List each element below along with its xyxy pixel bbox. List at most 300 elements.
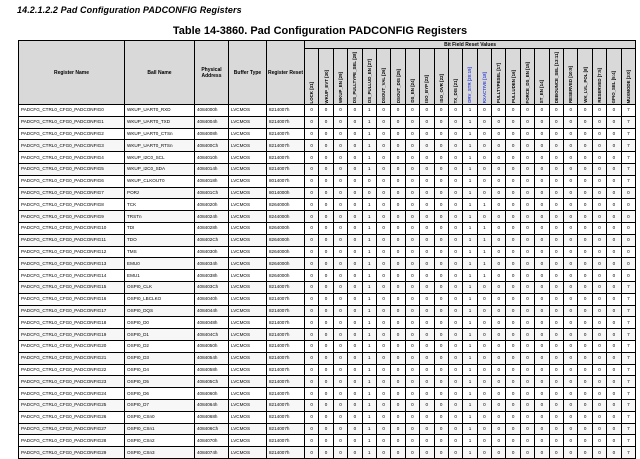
register-reset-cell: 8214007h bbox=[267, 352, 305, 364]
bit-value-cell: 0 bbox=[376, 305, 390, 317]
bit-value-cell: 0 bbox=[348, 388, 362, 400]
bit-value-cell: 0 bbox=[448, 105, 462, 117]
bit-value-cell: 0 bbox=[607, 211, 621, 223]
header-register-name: Register Name bbox=[19, 41, 125, 105]
bit-value-cell: 7 bbox=[621, 364, 636, 376]
bit-value-cell: 0 bbox=[333, 116, 347, 128]
bit-value-cell: 0 bbox=[506, 317, 520, 329]
bit-value-cell: 0 bbox=[448, 364, 462, 376]
bit-value-cell: 0 bbox=[448, 423, 462, 435]
bit-value-cell: 0 bbox=[376, 447, 390, 459]
bit-value-cell: 0 bbox=[405, 411, 419, 423]
register-reset-cell: 8214007h bbox=[267, 128, 305, 140]
bit-value-cell: 0 bbox=[405, 105, 419, 117]
bit-value-cell: 0 bbox=[549, 246, 563, 258]
bit-value-cell: 0 bbox=[564, 211, 578, 223]
bit-value-cell: 0 bbox=[405, 423, 419, 435]
bit-value-cell: 7 bbox=[621, 116, 636, 128]
bit-value-cell: 0 bbox=[434, 116, 448, 128]
bit-value-cell: 1 bbox=[362, 246, 376, 258]
bit-value-cell: 0 bbox=[319, 293, 333, 305]
bit-value-cell: 0 bbox=[420, 128, 434, 140]
bit-value-cell: 7 bbox=[621, 423, 636, 435]
bit-value-cell: 0 bbox=[420, 411, 434, 423]
bit-value-cell: 0 bbox=[348, 187, 362, 199]
bit-value-cell: 0 bbox=[391, 152, 405, 164]
bit-value-cell: 0 bbox=[420, 211, 434, 223]
bit-field-label: LOCK [31] bbox=[309, 81, 315, 103]
bit-value-cell: 0 bbox=[434, 399, 448, 411]
bit-value-cell: 0 bbox=[319, 258, 333, 270]
bit-value-cell: 0 bbox=[564, 175, 578, 187]
bit-value-cell: 0 bbox=[434, 270, 448, 282]
register-reset-cell: 8214007h bbox=[267, 435, 305, 447]
bit-value-cell: 0 bbox=[391, 140, 405, 152]
header-bit-field bbox=[305, 49, 319, 105]
bit-value-cell: 0 bbox=[333, 305, 347, 317]
bit-value-cell: 0 bbox=[564, 270, 578, 282]
bit-value-cell: 0 bbox=[607, 163, 621, 175]
bit-value-cell: 0 bbox=[592, 187, 606, 199]
bit-value-cell: 0 bbox=[592, 435, 606, 447]
physical-address-cell: 4084008h bbox=[195, 128, 229, 140]
physical-address-cell: 4084064h bbox=[195, 399, 229, 411]
register-reset-cell: 8214007h bbox=[267, 411, 305, 423]
bit-value-cell: 0 bbox=[376, 246, 390, 258]
bit-value-cell: 0 bbox=[492, 305, 506, 317]
table-row bbox=[19, 364, 636, 376]
bit-value-cell: 0 bbox=[506, 352, 520, 364]
register-reset-cell: 8214007h bbox=[267, 388, 305, 400]
bit-value-cell: 0 bbox=[319, 281, 333, 293]
bit-value-cell: 1 bbox=[463, 163, 477, 175]
ball-name-cell: EMU1 bbox=[125, 270, 195, 282]
table-row bbox=[19, 317, 636, 329]
bit-value-cell: 0 bbox=[506, 246, 520, 258]
bit-value-cell: 0 bbox=[391, 128, 405, 140]
bit-value-cell: 0 bbox=[520, 329, 534, 341]
bit-value-cell: 0 bbox=[319, 399, 333, 411]
bit-value-cell: 0 bbox=[520, 246, 534, 258]
bit-value-cell: 0 bbox=[305, 140, 319, 152]
bit-value-cell: 0 bbox=[420, 152, 434, 164]
bit-field-label: DS_PULLUD_EN [27] bbox=[366, 59, 372, 103]
register-name-cell: PADCFG_CTRL0_CFG0_PADCONFIG17 bbox=[19, 305, 125, 317]
bit-value-cell: 0 bbox=[420, 140, 434, 152]
bit-value-cell: 0 bbox=[520, 175, 534, 187]
bit-value-cell: 0 bbox=[578, 270, 592, 282]
bit-value-cell: 0 bbox=[564, 258, 578, 270]
table-row bbox=[19, 376, 636, 388]
bit-value-cell: 0 bbox=[405, 352, 419, 364]
bit-value-cell: 0 bbox=[592, 340, 606, 352]
register-name-cell: PADCFG_CTRL0_CFG0_PADCONFIG10 bbox=[19, 222, 125, 234]
table-row bbox=[19, 105, 636, 117]
bit-value-cell: 0 bbox=[405, 152, 419, 164]
bit-value-cell: 0 bbox=[607, 116, 621, 128]
physical-address-cell: 4084058h bbox=[195, 364, 229, 376]
bit-value-cell: 0 bbox=[592, 376, 606, 388]
bit-value-cell: 0 bbox=[305, 105, 319, 117]
bit-value-cell: 7 bbox=[621, 152, 636, 164]
bit-value-cell: 0 bbox=[448, 187, 462, 199]
physical-address-cell: 4084018h bbox=[195, 175, 229, 187]
bit-value-cell: 0 bbox=[376, 234, 390, 246]
ball-name-cell: OSPI0_D5 bbox=[125, 376, 195, 388]
bit-value-cell: 1 bbox=[463, 352, 477, 364]
bit-field-label: DS_PULLTYPE_SEL [28] bbox=[352, 51, 358, 103]
bit-value-cell: 0 bbox=[420, 222, 434, 234]
bit-value-cell: 0 bbox=[391, 105, 405, 117]
bit-value-cell: 1 bbox=[362, 152, 376, 164]
bit-value-cell: 0 bbox=[535, 281, 549, 293]
bit-value-cell: 1 bbox=[463, 340, 477, 352]
bit-value-cell: 0 bbox=[592, 317, 606, 329]
bit-value-cell: 0 bbox=[376, 281, 390, 293]
bit-value-cell: 0 bbox=[607, 388, 621, 400]
bit-value-cell: 0 bbox=[506, 270, 520, 282]
buffer-type-cell: LVCMOS bbox=[229, 281, 267, 293]
bit-value-cell: 7 bbox=[621, 293, 636, 305]
bit-value-cell: 0 bbox=[506, 175, 520, 187]
bit-value-cell: 0 bbox=[391, 246, 405, 258]
header-bit-field bbox=[333, 49, 347, 105]
bit-value-cell: 0 bbox=[391, 329, 405, 341]
bit-value-cell: 0 bbox=[578, 140, 592, 152]
bit-value-cell: 0 bbox=[492, 270, 506, 282]
bit-value-cell: 0 bbox=[319, 163, 333, 175]
bit-value-cell: 0 bbox=[578, 317, 592, 329]
bit-value-cell: 7 bbox=[621, 317, 636, 329]
bit-value-cell: 0 bbox=[391, 222, 405, 234]
bit-value-cell: 0 bbox=[506, 435, 520, 447]
bit-value-cell: 0 bbox=[305, 116, 319, 128]
bit-field-label: DSOUT_DIS [25] bbox=[395, 68, 401, 103]
bit-value-cell: 0 bbox=[376, 435, 390, 447]
bit-value-cell: 0 bbox=[305, 270, 319, 282]
bit-value-cell: 0 bbox=[348, 447, 362, 459]
bit-value-cell: 0 bbox=[607, 234, 621, 246]
bit-value-cell: 0 bbox=[405, 258, 419, 270]
ball-name-cell: WKUP_UART0_RXD bbox=[125, 105, 195, 117]
physical-address-cell: 4084068h bbox=[195, 411, 229, 423]
bit-value-cell: 0 bbox=[405, 140, 419, 152]
bit-value-cell: 1 bbox=[362, 105, 376, 117]
table-row bbox=[19, 187, 636, 199]
bit-value-cell: 0 bbox=[420, 423, 434, 435]
bit-value-cell: 0 bbox=[391, 163, 405, 175]
bit-value-cell: 0 bbox=[477, 211, 491, 223]
header-ball-name: Ball Name bbox=[125, 41, 195, 105]
bit-value-cell: 1 bbox=[463, 152, 477, 164]
bit-value-cell: 0 bbox=[319, 329, 333, 341]
bit-value-cell: 0 bbox=[578, 211, 592, 223]
physical-address-cell: 4084074h bbox=[195, 447, 229, 459]
bit-value-cell: 0 bbox=[448, 305, 462, 317]
bit-value-cell: 0 bbox=[376, 187, 390, 199]
bit-value-cell: 0 bbox=[319, 140, 333, 152]
bit-value-cell: 0 bbox=[376, 199, 390, 211]
table-row bbox=[19, 388, 636, 400]
bit-value-cell: 0 bbox=[434, 187, 448, 199]
bit-value-cell: 0 bbox=[506, 163, 520, 175]
bit-value-cell: 0 bbox=[578, 187, 592, 199]
bit-value-cell: 0 bbox=[391, 340, 405, 352]
bit-value-cell: 0 bbox=[592, 305, 606, 317]
bit-value-cell: 0 bbox=[607, 305, 621, 317]
register-name-cell: PADCFG_CTRL0_CFG0_PADCONFIG4 bbox=[19, 152, 125, 164]
bit-value-cell: 0 bbox=[448, 340, 462, 352]
bit-value-cell: 0 bbox=[621, 246, 636, 258]
buffer-type-cell: LVCMOS bbox=[229, 317, 267, 329]
bit-value-cell: 0 bbox=[319, 423, 333, 435]
bit-value-cell: 0 bbox=[448, 399, 462, 411]
bit-value-cell: 1 bbox=[362, 281, 376, 293]
bit-value-cell: 0 bbox=[319, 317, 333, 329]
register-reset-cell: 8214007h bbox=[267, 317, 305, 329]
bit-value-cell: 0 bbox=[549, 258, 563, 270]
bit-value-cell: 0 bbox=[305, 447, 319, 459]
bit-value-cell: 0 bbox=[391, 376, 405, 388]
bit-value-cell: 1 bbox=[362, 411, 376, 423]
ball-name-cell: TCK bbox=[125, 199, 195, 211]
bit-value-cell: 0 bbox=[607, 399, 621, 411]
register-name-cell: PADCFG_CTRL0_CFG0_PADCONFIG9 bbox=[19, 211, 125, 223]
bit-value-cell: 0 bbox=[333, 447, 347, 459]
bit-value-cell: 0 bbox=[305, 163, 319, 175]
bit-value-cell: 0 bbox=[492, 128, 506, 140]
register-reset-cell: 8264000h bbox=[267, 270, 305, 282]
bit-value-cell: 0 bbox=[520, 105, 534, 117]
bit-value-cell: 0 bbox=[420, 258, 434, 270]
bit-field-label: DEBOUNCE_SEL [13:11] bbox=[553, 51, 559, 103]
bit-value-cell: 0 bbox=[535, 329, 549, 341]
bit-value-cell: 0 bbox=[420, 234, 434, 246]
bit-value-cell: 0 bbox=[549, 270, 563, 282]
bit-value-cell: 0 bbox=[578, 175, 592, 187]
register-name-cell: PADCFG_CTRL0_CFG0_PADCONFIG29 bbox=[19, 447, 125, 459]
bit-value-cell: 0 bbox=[535, 399, 549, 411]
bit-value-cell: 1 bbox=[362, 447, 376, 459]
buffer-type-cell: LVCMOS bbox=[229, 105, 267, 117]
bit-value-cell: 0 bbox=[319, 175, 333, 187]
bit-value-cell: 0 bbox=[477, 293, 491, 305]
header-bit-field bbox=[549, 49, 563, 105]
bit-value-cell: 0 bbox=[405, 281, 419, 293]
bit-field-label: PULLUDEN [16] bbox=[510, 70, 516, 103]
bit-value-cell: 0 bbox=[333, 128, 347, 140]
bit-value-cell: 0 bbox=[549, 447, 563, 459]
bit-value-cell: 0 bbox=[319, 187, 333, 199]
bit-value-cell: 0 bbox=[434, 447, 448, 459]
buffer-type-cell: LVCMOS bbox=[229, 140, 267, 152]
bit-value-cell: 0 bbox=[492, 187, 506, 199]
table-row bbox=[19, 175, 636, 187]
register-reset-cell: 8214007h bbox=[267, 163, 305, 175]
register-name-cell: PADCFG_CTRL0_CFG0_PADCONFIG22 bbox=[19, 364, 125, 376]
bit-value-cell: 0 bbox=[477, 175, 491, 187]
bit-value-cell: 0 bbox=[305, 352, 319, 364]
padconfig-register-table bbox=[18, 40, 636, 459]
bit-value-cell: 0 bbox=[549, 423, 563, 435]
bit-value-cell: 0 bbox=[305, 435, 319, 447]
bit-value-cell: 0 bbox=[305, 211, 319, 223]
bit-value-cell: 1 bbox=[463, 105, 477, 117]
bit-value-cell: 0 bbox=[348, 340, 362, 352]
register-name-cell: PADCFG_CTRL0_CFG0_PADCONFIG20 bbox=[19, 340, 125, 352]
physical-address-cell: 408403Ch bbox=[195, 281, 229, 293]
bit-value-cell: 0 bbox=[420, 435, 434, 447]
bit-value-cell: 0 bbox=[607, 105, 621, 117]
bit-value-cell: 0 bbox=[305, 329, 319, 341]
bit-value-cell: 0 bbox=[564, 140, 578, 152]
bit-value-cell: 0 bbox=[348, 364, 362, 376]
bit-value-cell: 7 bbox=[621, 140, 636, 152]
bit-value-cell: 0 bbox=[549, 105, 563, 117]
table-row bbox=[19, 246, 636, 258]
bit-value-cell: 7 bbox=[621, 175, 636, 187]
bit-value-cell: 1 bbox=[463, 423, 477, 435]
bit-value-cell: 0 bbox=[348, 175, 362, 187]
bit-value-cell: 0 bbox=[319, 305, 333, 317]
ball-name-cell: PORz bbox=[125, 187, 195, 199]
bit-value-cell: 1 bbox=[463, 258, 477, 270]
bit-value-cell: 0 bbox=[305, 199, 319, 211]
bit-value-cell: 0 bbox=[564, 376, 578, 388]
table-row bbox=[19, 411, 636, 423]
bit-value-cell: 0 bbox=[434, 258, 448, 270]
table-row bbox=[19, 293, 636, 305]
bit-value-cell: 0 bbox=[362, 175, 376, 187]
bit-value-cell: 0 bbox=[520, 411, 534, 423]
bit-value-cell: 0 bbox=[434, 246, 448, 258]
bit-value-cell: 0 bbox=[477, 187, 491, 199]
register-reset-cell: 8214007h bbox=[267, 340, 305, 352]
bit-value-cell: 0 bbox=[420, 281, 434, 293]
bit-value-cell: 0 bbox=[405, 234, 419, 246]
bit-value-cell: 0 bbox=[405, 435, 419, 447]
physical-address-cell: 4084060h bbox=[195, 388, 229, 400]
bit-value-cell: 0 bbox=[376, 163, 390, 175]
header-bit-field bbox=[492, 49, 506, 105]
bit-value-cell: 0 bbox=[492, 399, 506, 411]
bit-value-cell: 0 bbox=[405, 293, 419, 305]
physical-address-cell: 408406Ch bbox=[195, 423, 229, 435]
register-name-cell: PADCFG_CTRL0_CFG0_PADCONFIG7 bbox=[19, 187, 125, 199]
bit-value-cell: 0 bbox=[592, 281, 606, 293]
physical-address-cell: 408404Ch bbox=[195, 329, 229, 341]
bit-value-cell: 0 bbox=[448, 258, 462, 270]
buffer-type-cell: LVCMOS bbox=[229, 222, 267, 234]
bit-value-cell: 0 bbox=[578, 340, 592, 352]
buffer-type-cell: LVCMOS bbox=[229, 199, 267, 211]
bit-value-cell: 0 bbox=[434, 128, 448, 140]
bit-value-cell: 0 bbox=[564, 340, 578, 352]
table-title: Table 14-3860. Pad Configuration PADCONFIG Registers bbox=[172, 25, 468, 37]
bit-value-cell: 7 bbox=[621, 411, 636, 423]
bit-value-cell: 0 bbox=[319, 376, 333, 388]
bit-value-cell: 0 bbox=[391, 423, 405, 435]
bit-value-cell: 0 bbox=[391, 234, 405, 246]
bit-field-label: RESERVED [10:9] bbox=[568, 65, 574, 103]
physical-address-cell: 4084028h bbox=[195, 222, 229, 234]
bit-value-cell: 0 bbox=[564, 411, 578, 423]
bit-value-cell: 0 bbox=[391, 175, 405, 187]
bit-value-cell: 0 bbox=[535, 447, 549, 459]
bit-value-cell: 0 bbox=[420, 305, 434, 317]
bit-value-cell: 1 bbox=[463, 270, 477, 282]
bit-value-cell: 0 bbox=[448, 281, 462, 293]
bit-value-cell: 0 bbox=[434, 352, 448, 364]
table-row bbox=[19, 258, 636, 270]
bit-value-cell: 0 bbox=[348, 163, 362, 175]
bit-value-cell: 0 bbox=[319, 388, 333, 400]
table-row bbox=[19, 435, 636, 447]
bit-value-cell: 0 bbox=[348, 293, 362, 305]
bit-field-label: DS_EN [24] bbox=[409, 79, 415, 103]
bit-value-cell: 0 bbox=[506, 340, 520, 352]
register-reset-cell: 8244000h bbox=[267, 211, 305, 223]
bit-value-cell: 0 bbox=[348, 423, 362, 435]
bit-value-cell: 0 bbox=[492, 234, 506, 246]
bit-value-cell: 0 bbox=[305, 152, 319, 164]
bit-field-label: WKUP_EVT [30] bbox=[323, 69, 329, 103]
bit-value-cell: 0 bbox=[434, 305, 448, 317]
bit-value-cell: 0 bbox=[319, 364, 333, 376]
bit-value-cell: 0 bbox=[305, 388, 319, 400]
register-reset-cell: 8214007h bbox=[267, 423, 305, 435]
register-reset-cell: 8214007h bbox=[267, 140, 305, 152]
bit-value-cell: 0 bbox=[607, 152, 621, 164]
bit-value-cell: 0 bbox=[405, 317, 419, 329]
bit-value-cell: 0 bbox=[319, 199, 333, 211]
buffer-type-cell: LVCMOS bbox=[229, 211, 267, 223]
bit-value-cell: 0 bbox=[564, 246, 578, 258]
header-bit-field bbox=[362, 49, 376, 105]
bit-field-label: GPIO_SEL [5:4] bbox=[611, 70, 617, 103]
bit-value-cell: 0 bbox=[448, 246, 462, 258]
bit-value-cell: 0 bbox=[376, 152, 390, 164]
bit-value-cell: 0 bbox=[549, 305, 563, 317]
bit-value-cell: 1 bbox=[362, 317, 376, 329]
bit-value-cell: 1 bbox=[463, 128, 477, 140]
bit-field-label: WK_LVL_POL [8] bbox=[582, 67, 588, 103]
header-physical-address: Physical Address bbox=[195, 41, 229, 105]
bit-value-cell: 0 bbox=[448, 199, 462, 211]
physical-address-cell: 4084070h bbox=[195, 435, 229, 447]
bit-value-cell: 0 bbox=[492, 116, 506, 128]
table-row bbox=[19, 305, 636, 317]
bit-value-cell: 0 bbox=[506, 447, 520, 459]
bit-value-cell: 0 bbox=[592, 199, 606, 211]
table-row bbox=[19, 211, 636, 223]
bit-value-cell: 0 bbox=[506, 140, 520, 152]
bit-value-cell: 0 bbox=[391, 364, 405, 376]
bit-value-cell: 0 bbox=[535, 246, 549, 258]
physical-address-cell: 4084010h bbox=[195, 152, 229, 164]
bit-value-cell: 0 bbox=[592, 211, 606, 223]
bit-value-cell: 0 bbox=[492, 211, 506, 223]
bit-value-cell: 0 bbox=[391, 199, 405, 211]
buffer-type-cell: LVCMOS bbox=[229, 128, 267, 140]
register-name-cell: PADCFG_CTRL0_CFG0_PADCONFIG18 bbox=[19, 317, 125, 329]
bit-value-cell: 0 bbox=[434, 411, 448, 423]
bit-value-cell: 0 bbox=[592, 128, 606, 140]
bit-value-cell: 1 bbox=[362, 340, 376, 352]
buffer-type-cell: LVCMOS bbox=[229, 163, 267, 175]
bit-value-cell: 0 bbox=[434, 376, 448, 388]
bit-value-cell: 0 bbox=[376, 211, 390, 223]
